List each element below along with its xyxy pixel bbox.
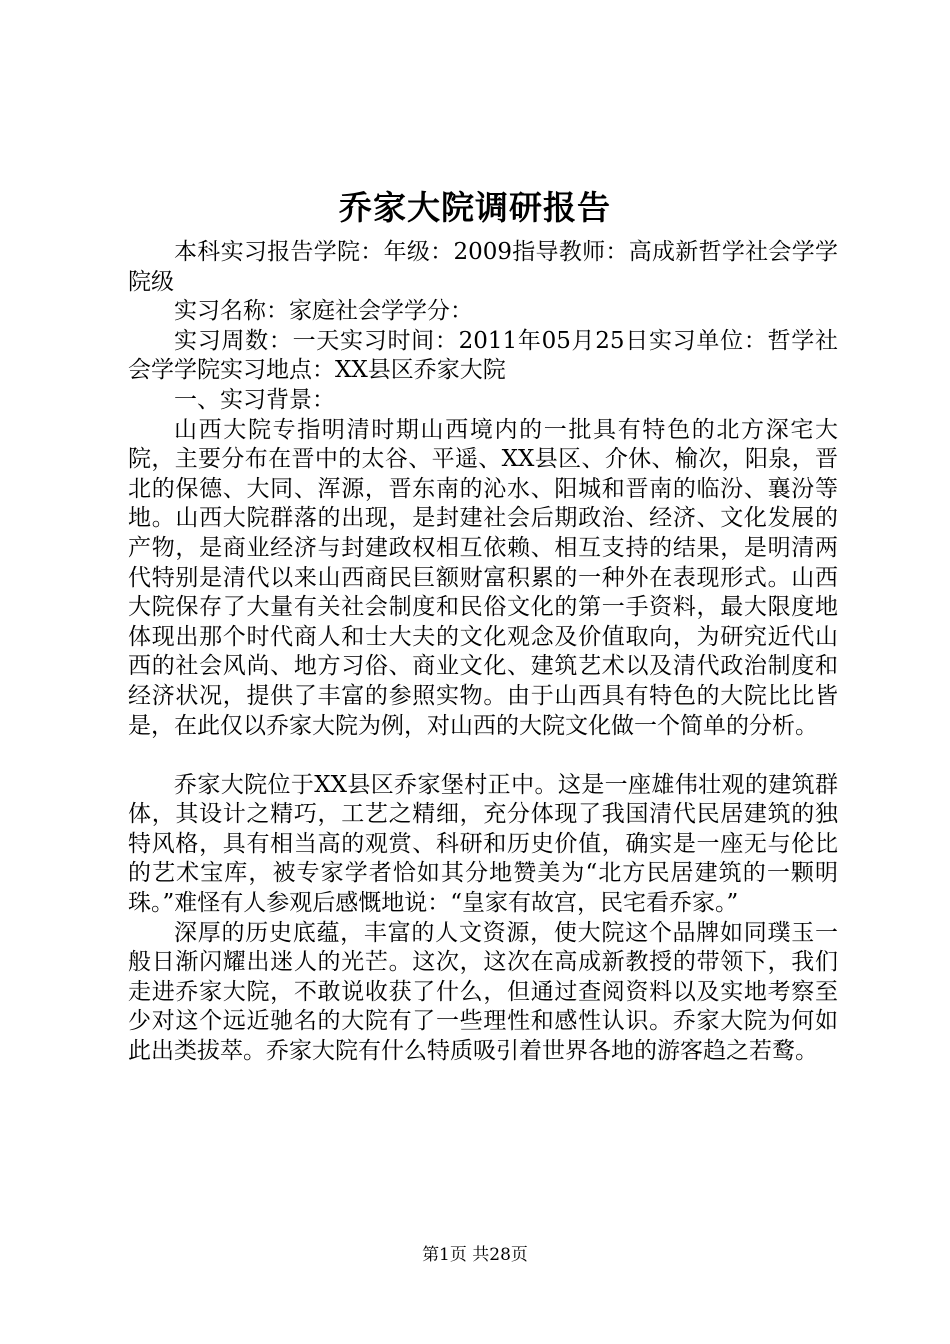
paragraph-internship-name: 实习名称：家庭社会学学分： [174,298,473,325]
paragraph-internship-details: 实习周数：一天实习时间：2011年05月25日实习单位：哲学社会学学院实习地点：XX县区乔家大院 [128,327,838,384]
paragraph-report-info: 本科实习报告学院：年级：2009指导教师：高成新哲学社会学学院级 [128,239,838,295]
section-heading-background: 一、实习背景： [174,386,335,413]
page-number: 第1页 共28页 [422,1245,528,1265]
document-body [128,238,838,1067]
document-title: 乔家大院调研报告 [339,188,611,227]
paragraph-history: 深厚的历史底蕴，丰富的人文资源，使大院这个品牌如同璞玉一般日渐闪耀出迷人的光芒。这次，这次在高成新教授的带领下，我们走进乔家大院，不敢说收获了什么，但通过查阅资料以及实地考察至少对这个远近驰名的大院有了一些理性和感性认识。乔家大院为何如此出类拔萃。乔家大院有什么特质吸引着世界各地的游客趋之若鹜。 [128,919,838,1065]
paragraph-shanxi-courtyards: 山西大院专指明清时期山西境内的一批具有特色的北方深宅大院，主要分布在晋中的太谷、平遥、XX县区、介休、榆次，阳泉，晋北的保德、大同、浑源，晋东南的沁水、阳城和晋南的临汾、襄汾等地。山西大院群落的出现，是封建社会后期政治、经济、文化发展的产物，是商业经济与封建政权相互依赖、相互支持的结果，是明清两代特别是清代以来山西商民巨额财富积累的一种外在表现形式。山西大院保存了大量有关社会制度和民俗文化的第一手资料，最大限度地体现出那个时代商人和士大夫的文化观念及价值取向，为研究近代山西的社会风尚、地方习俗、商业文化、建筑艺术以及清代政治制度和经济状况，提供了丰富的参照实物。由于山西具有特色的大院比比皆是，在此仅以乔家大院为例，对山西的大院文化做一个简单的分析。 [128,416,838,739]
paragraph-qiao-family-courtyard: 乔家大院位于XX县区乔家堡村正中。这是一座雄伟壮观的建筑群体，其设计之精巧，工艺之精细，充分体现了我国清代民居建筑的独特风格，具有相当高的观赏、科研和历史价值，确实是一座无与伦比的艺术宝库，被专家学者恰如其分地赞美为“北方民居建筑的一颗明珠。”难怪有人参观后感慨地说：“皇家有故宫，民宅看乔家。” [128,771,838,917]
